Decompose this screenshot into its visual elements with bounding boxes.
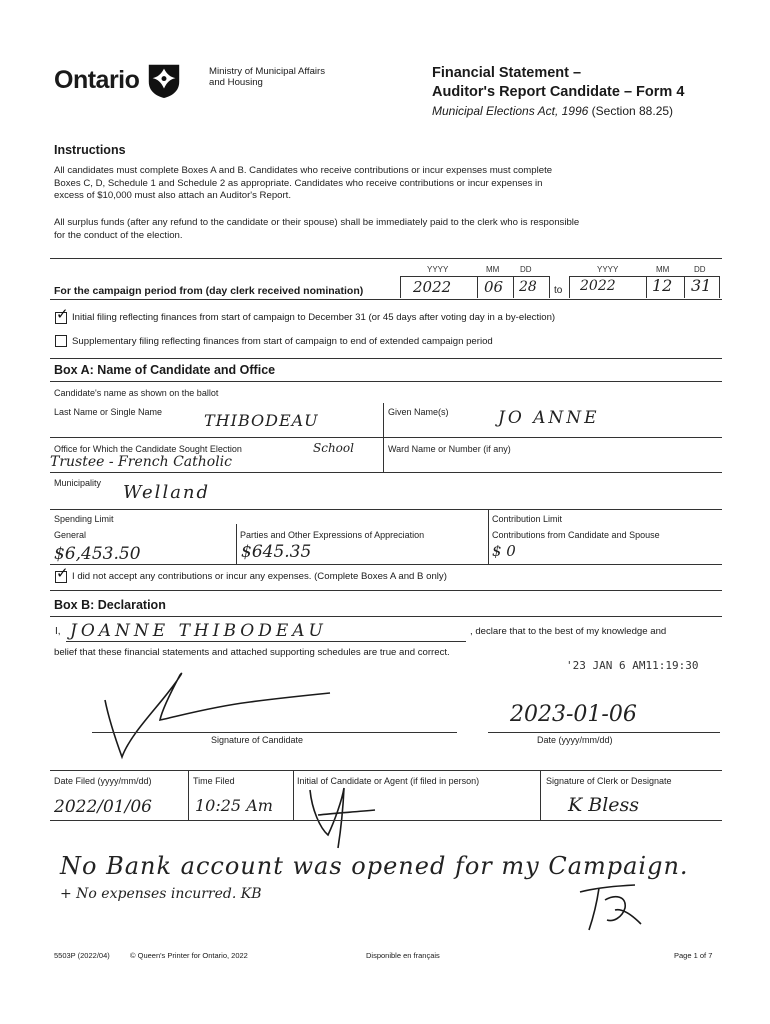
instructions-line: All surplus funds (after any refund to the candidate or their spouse) shall be immediately paid to the clerk who is responsible	[54, 217, 580, 228]
divider	[513, 276, 514, 298]
box-b-title: Box B: Declaration	[54, 598, 166, 612]
note-initial-signature	[575, 880, 645, 935]
divider	[50, 590, 722, 591]
belief-text: belief that these financial statements and attached supporting schedules are true and correct.	[54, 647, 450, 658]
divider	[50, 437, 722, 438]
divider	[50, 820, 722, 821]
instructions-paragraph-1	[54, 165, 734, 203]
ministry-name	[209, 66, 325, 88]
to-label: to	[554, 285, 563, 296]
office-value-line-1[interactable]: School	[313, 441, 354, 455]
candidate-signature	[100, 665, 380, 775]
act-name: Municipal Elections Act, 1996	[432, 104, 589, 118]
divider	[646, 276, 647, 298]
ontario-logo	[54, 60, 183, 100]
received-stamp: '23 JAN 6 AM11:19:30	[566, 659, 699, 672]
time-filed-label: Time Filed	[193, 776, 235, 786]
time-filed-value[interactable]: 10:25 Am	[195, 796, 273, 815]
parties-limit-value[interactable]: $645.35	[241, 542, 312, 562]
clerk-signature-label: Signature of Clerk or Designate	[546, 776, 672, 786]
divider	[50, 509, 722, 510]
divider	[50, 472, 722, 473]
declaration-i: I,	[55, 626, 61, 637]
check-mark-icon: ✓	[56, 305, 69, 323]
divider	[477, 276, 478, 298]
divider	[50, 358, 722, 359]
page-number: Page 1 of 7	[674, 951, 713, 960]
to-day-header: DD	[694, 265, 706, 274]
instructions-line: for the conduct of the election.	[54, 229, 183, 241]
office-label: Office for Which the Candidate Sought Election	[54, 444, 242, 454]
ministry-line-1: Ministry of Municipal Affairs	[209, 66, 326, 77]
act-section: (Section 88.25)	[591, 104, 674, 118]
instructions-paragraph-2	[54, 217, 734, 242]
from-month-header: MM	[486, 265, 500, 274]
handwritten-note-line-1: No Bank account was opened for my Campaign.	[60, 852, 689, 880]
municipality-value[interactable]: Welland	[123, 482, 211, 503]
initial-filing-label: Initial filing reflecting finances from start of campaign to December 31 (or 45 days after voting day in a by-election)	[72, 312, 556, 323]
to-month-value: 12	[652, 276, 673, 295]
divider	[236, 524, 237, 564]
from-month-value: 06	[484, 278, 504, 296]
contributions-label: Contributions from Candidate and Spouse	[492, 530, 660, 540]
handwritten-note-line-2: + No expenses incurred. KB	[60, 886, 262, 902]
supplementary-filing-checkbox[interactable]	[55, 335, 67, 347]
instructions-heading: Instructions	[54, 143, 126, 157]
instructions-line: All candidates must complete Boxes A and B. Candidates who receive contributions or incur expenses must complete	[54, 165, 553, 176]
signature-line	[92, 732, 457, 733]
last-name-label: Last Name or Single Name	[54, 407, 163, 417]
to-year-header: YYYY	[597, 265, 619, 274]
divider	[66, 641, 466, 642]
check-mark-icon: ✓	[56, 564, 69, 582]
supplementary-filing-label: Supplementary filing reflecting finances from start of campaign to end of extended campaign period	[72, 336, 493, 347]
candidate-name-caption: Candidate's name as shown on the ballot	[54, 388, 219, 398]
from-day-value: 28	[519, 279, 537, 295]
divider	[540, 770, 541, 820]
ward-label: Ward Name or Number (if any)	[388, 444, 511, 454]
from-day-header: DD	[520, 265, 532, 274]
date-line	[488, 732, 720, 733]
to-month-header: MM	[656, 265, 670, 274]
form-code: 5503P (2022/04)	[54, 951, 110, 960]
divider	[383, 437, 384, 472]
date-filed-label: Date Filed (yyyy/mm/dd)	[54, 776, 152, 786]
no-contributions-checkbox[interactable]	[55, 564, 69, 583]
declaration-date-label: Date (yyyy/mm/dd)	[537, 735, 613, 745]
to-year-value: 2022	[580, 278, 616, 294]
clerk-signature-value: K Bless	[568, 794, 640, 816]
form-title-line-1: Financial Statement –	[432, 65, 582, 81]
trillium-icon	[145, 61, 183, 99]
french-availability: Disponible en français	[366, 951, 440, 960]
last-name-value[interactable]: THIBODEAU	[204, 411, 319, 430]
divider	[50, 616, 722, 617]
contributions-limit-value[interactable]: $ 0	[492, 542, 516, 560]
form-title-line-2: Auditor's Report Candidate – Form 4	[432, 84, 685, 100]
divider	[293, 770, 294, 820]
parties-label: Parties and Other Expressions of Appreciation	[240, 530, 425, 540]
to-day-value: 31	[691, 276, 712, 295]
form-title	[432, 64, 684, 120]
divider	[488, 509, 489, 564]
from-year-value: 2022	[413, 278, 452, 296]
box-a-title: Box A: Name of Candidate and Office	[54, 363, 276, 377]
declarant-name[interactable]: JOANNE THIBODEAU	[70, 621, 327, 641]
divider	[684, 276, 685, 298]
initial-filing-checkbox[interactable]	[55, 305, 69, 324]
campaign-period-label: For the campaign period from (day clerk received nomination)	[54, 285, 364, 297]
given-name-value[interactable]: JO ANNE	[498, 408, 600, 428]
office-value-line-2[interactable]: Trustee - French Catholic	[50, 454, 232, 470]
initial-label: Initial of Candidate or Agent (if filed in person)	[297, 776, 480, 786]
instructions-line: Boxes C, D, Schedule 1 and Schedule 2 as appropriate. Candidates who receive contributions or incur expenses in	[54, 177, 543, 189]
agent-initial-signature	[300, 780, 390, 850]
divider	[50, 381, 722, 382]
spending-limit-label: Spending Limit	[54, 514, 114, 524]
declaration-date-value[interactable]: 2023-01-06	[510, 702, 637, 727]
general-limit-value[interactable]: $6,453.50	[54, 544, 141, 564]
signature-label: Signature of Candidate	[211, 735, 304, 745]
divider	[50, 770, 722, 771]
instructions-line: excess of $10,000 must also attach an Auditor's Report.	[54, 190, 292, 201]
municipality-label: Municipality	[54, 478, 102, 488]
divider	[50, 299, 722, 300]
general-label: General	[54, 530, 87, 540]
ministry-line-2: and Housing	[209, 77, 263, 88]
divider	[383, 403, 384, 437]
no-contributions-label: I did not accept any contributions or incur any expenses. (Complete Boxes A and B only)	[72, 571, 447, 582]
given-name-label: Given Name(s)	[388, 407, 449, 417]
copyright: © Queen's Printer for Ontario, 2022	[130, 951, 248, 960]
date-filed-value[interactable]: 2022/01/06	[54, 797, 152, 817]
act-reference	[432, 102, 684, 120]
declare-text: , declare that to the best of my knowledge and	[470, 626, 667, 637]
divider	[50, 564, 722, 565]
divider	[188, 770, 189, 820]
from-year-header: YYYY	[427, 265, 449, 274]
brand-wordmark: Ontario	[54, 65, 140, 94]
contribution-limit-label: Contribution Limit	[492, 514, 563, 524]
divider	[50, 258, 722, 259]
